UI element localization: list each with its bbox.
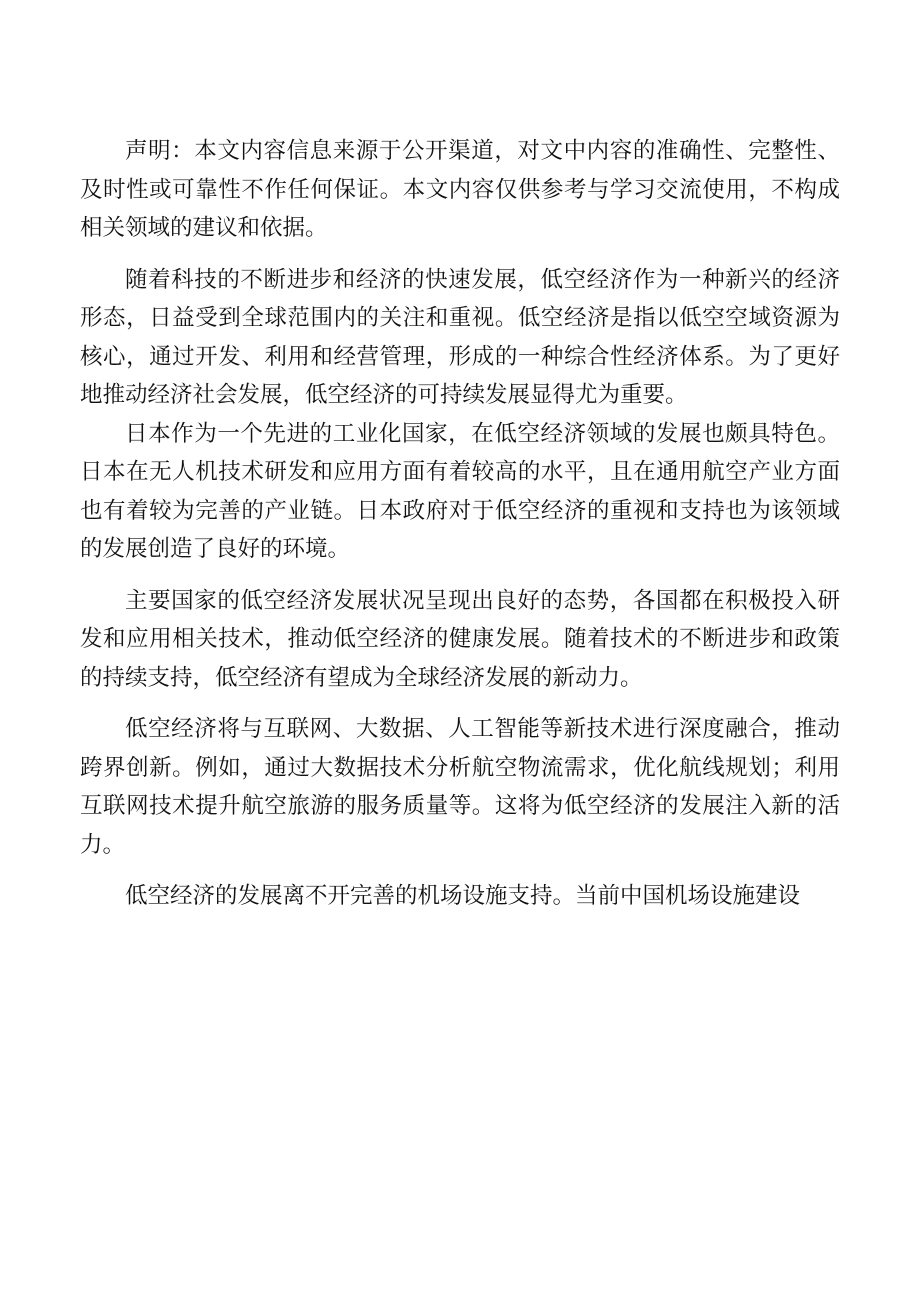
- paragraph-gap: [80, 697, 840, 710]
- paragraph-gap: [80, 248, 840, 261]
- body-paragraph-4: 低空经济将与互联网、大数据、人工智能等新技术进行深度融合，推动跨界创新。例如，通过大数据技术分析航空物流需求，优化航线规划；利用互联网技术提升航空旅游的服务质量等。这将为低空经济的发展注入新的活力。: [80, 716, 840, 858]
- body-paragraph-1: 随着科技的不断进步和经济的快速发展，低空经济作为一种新兴的经济形态，日益受到全球范围内的关注和重视。低空经济是指以低空空域资源为核心，通过开发、利用和经营管理，形成的一种综合性经济体系。为了更好地推动经济社会发展，低空经济的可持续发展显得尤为重要。: [80, 266, 840, 408]
- body-paragraph-5: 低空经济的发展离不开完善的机场设施支持。当前中国机场设施建设: [125, 883, 801, 909]
- document-body: [80, 132, 840, 916]
- paragraph-gap: [80, 864, 840, 877]
- disclaimer-paragraph: 声明：本文内容信息来源于公开渠道，对文中内容的准确性、完整性、及时性或可靠性不作任何保证。本文内容仅供参考与学习交流使用，不构成相关领域的建议和依据。: [80, 138, 840, 241]
- body-paragraph-3: 主要国家的低空经济发展状况呈现出良好的态势，各国都在积极投入研发和应用相关技术，推动低空经济的健康发展。随着技术的不断进步和政策的持续支持，低空经济有望成为全球经济发展的新动力。: [80, 587, 840, 691]
- paragraph-gap: [80, 569, 840, 582]
- body-paragraph-2: 日本作为一个先进的工业化国家，在低空经济领域的发展也颇具特色。日本在无人机技术研发和应用方面有着较高的水平，且在通用航空产业方面也有着较为完善的产业链。日本政府对于低空经济的重视和支持也为该领域的发展创造了良好的环境。: [80, 420, 840, 562]
